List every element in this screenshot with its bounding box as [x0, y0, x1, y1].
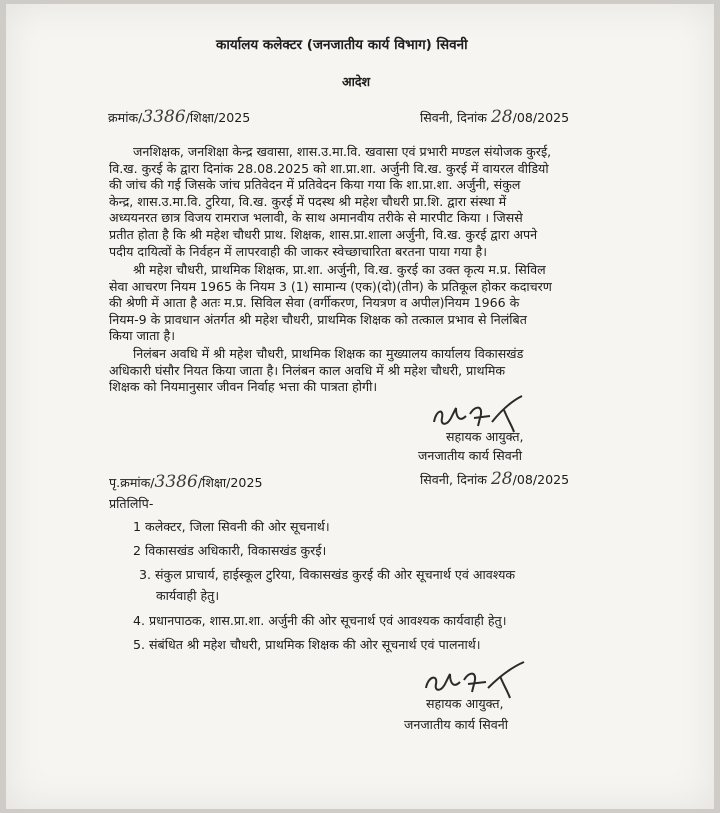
para2-line: की श्रेणी में आता है अतः म.प्र. सिविल सेवा (वर्गीकरण, नियत्रण व अपील)नियम 1966 के: [109, 295, 520, 311]
para2-line: श्री महेश चौधरी, प्राथमिक शिक्षक, प्रा.शा. अर्जुनी, वि.ख. कुरई का उक्त कृत्य म.प्र. सिविल: [133, 262, 546, 277]
para1-line: अध्ययनरत छात्र विजय रामराज भलावी, के साथ अमानवीय तरीके से मारपीट किया । जिससे: [109, 210, 523, 226]
copy-heading: प्रतिलिपि-: [109, 496, 154, 511]
copy-date-month-year: /08/2025: [512, 472, 570, 487]
para1-line: प्रतीत होता है कि श्री महेश चौधरी प्राथ. शिक्षक, शास.प्रा.शाला अर्जुनी, वि.ख. कुरई द्वारा अपने: [109, 226, 538, 242]
order-date-day-handwritten: 28: [490, 107, 513, 127]
order-number-handwritten: 3386: [142, 107, 186, 127]
order-paragraph-3: [109, 346, 629, 396]
copy-item-3-continued: कार्यवाही हेतु।: [156, 588, 220, 603]
para3-line: शिक्षक को नियमानुसार जीवन निर्वाह भत्ता की पात्रता होगी।: [109, 379, 378, 395]
para2-line: किया जाता है।: [109, 328, 176, 344]
order-paragraph-2: [109, 262, 629, 345]
office-title: कार्यालय कलेक्टर (जनजातीय कार्य विभाग) सिवनी: [216, 37, 468, 53]
signature-2-department: जनजातीय कार्य सिवनी: [404, 717, 508, 732]
para2-line: नियम-9 के प्रावधान अंतर्गत श्री महेश चौधरी, प्राथमिक शिक्षक को तत्काल प्रभाव से निलंबित: [109, 311, 527, 327]
signature-1-department: जनजातीय कार्य सिवनी: [418, 448, 522, 463]
order-number-line: [108, 109, 250, 126]
para1-line: वि.ख. कुरई के द्वारा दिनांक 28.08.2025 को शा.प्रा.शा. अर्जुनी वि.ख. कुरई में वायरल वीडियो: [109, 160, 549, 176]
copy-number-suffix: /शिक्षा/2025: [197, 475, 263, 490]
copy-date-prefix: सिवनी, दिनांक: [420, 472, 487, 487]
signature-2-designation: सहायक आयुक्त,: [426, 696, 504, 711]
para1-line: पदीय दायित्वों के निर्वहन में लापरवाही की जाकर स्वेच्छाचारिता बरतना पाया गया है।: [109, 243, 487, 259]
document-page: [6, 4, 714, 809]
copy-item-4: 4. प्रधानपाठक, शास.प्रा.शा. अर्जुनी की ओर सूचनार्थ एवं आवश्यक कार्यवाही हेतु।: [133, 613, 507, 628]
para3-line: निलंबन अवधि में श्री महेश चौधरी, प्राथमिक शिक्षक का मुख्यालय कार्यालय विकासखंड: [133, 346, 524, 361]
copy-number-prefix: पृ.क्रमांक/: [109, 475, 155, 490]
copy-item-2: 2 विकासखंड अधिकारी, विकासखंड कुरई।: [133, 543, 327, 558]
order-heading: आदेश: [342, 74, 371, 89]
copy-date-day-handwritten: 28: [490, 469, 513, 489]
order-number-suffix: /शिक्षा/2025: [185, 110, 251, 125]
order-number-prefix: क्रमांक/: [108, 110, 143, 125]
para2-line: सेवा आचरण नियम 1965 के नियम 3 (1) सामान्य (एक)(दो)(तीन) के प्रतिकूल होकर कदाचरण: [109, 278, 552, 294]
order-date-month-year: /08/2025: [512, 110, 570, 125]
para3-line: अधिकारी घंसौर नियत किया जाता है। निलंबन काल अवधि में श्री महेश चौधरी, प्राथमिक: [109, 362, 506, 378]
order-paragraph-1: [109, 144, 629, 260]
copy-number-line: [109, 474, 262, 491]
signature-1-designation: सहायक आयुक्त,: [446, 429, 524, 444]
para1-line: केन्द्र, शास.उ.मा.वि. टुरिया, वि.ख. कुरई में पदस्थ श्री महेश चौधरी प्रा.शि. द्वारा संस्था में: [109, 193, 507, 209]
para1-line: जनशिक्षक, जनशिक्षा केन्द्र खवासा, शास.उ.मा.वि. खवासा एवं प्रभारी मण्डल संयोजक कुरई,: [133, 144, 552, 159]
order-date-line: [420, 109, 569, 126]
copy-item-3: 3. संकुल प्राचार्य, हाईस्कूल टुरिया, विकासखंड कुरई की ओर सूचनार्थ एवं आवश्यक: [139, 567, 516, 582]
para1-line: की जांच की गई जिसके जांच प्रतिवेदन में प्रतिवेदन किया गया कि शा.प्रा.शा. अर्जुनी, संकुल: [109, 177, 521, 193]
copy-date-line: [420, 471, 569, 488]
copy-item-5: 5. संबंधित श्री महेश चौधरी, प्राथमिक शिक्षक की ओर सूचनार्थ एवं पालनार्थ।: [133, 637, 481, 652]
copy-number-handwritten: 3386: [154, 472, 198, 492]
copy-item-1: 1 कलेक्टर, जिला सिवनी की ओर सूचनार्थ।: [133, 519, 330, 534]
order-date-prefix: सिवनी, दिनांक: [420, 110, 487, 125]
